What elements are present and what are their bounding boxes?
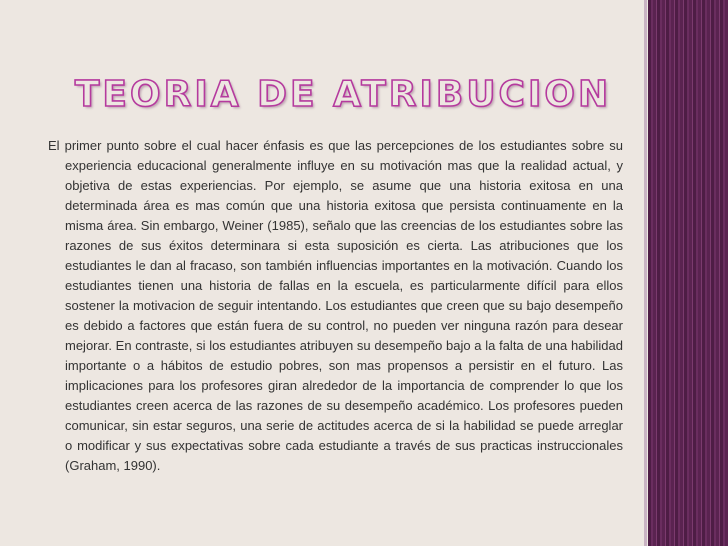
title-container	[0, 70, 648, 120]
slide-title: TEORIA DE ATRIBUCION	[74, 74, 612, 115]
side-decorative-band	[648, 0, 728, 546]
slide-body-text: El primer punto sobre el cual hacer énfasis es que las percepciones de los estudiantes sobre su experiencia educacional generalmente influye en su motivación mas que la realidad actual, y objetiva de estas experiencias. Por ejemplo, se asume que una historia exitosa en una determinada área es mas común que una historia exitosa que persista continuamente en la misma área. Sin embargo, Weiner (1985), señalo que las creencias de los estudiantes sobre las razones de sus éxitos determinara si esta suposición es cierta. Las atribuciones que los estudiantes le dan al fracaso, son también influencias importantes en la motivación. Cuando los estudiantes tienen una historia de fallas en la escuela, es particularmente difícil para ellos sostener la motivacion de seguir intentando. Los estudiantes que creen que su bajo desempeño es debido a factores que están fuera de su control, no pueden ver ninguna razón para desear mejorar. En contraste, si los estudiantes atribuyen su desempeño bajo a la falta de una habilidad importante o a hábitos de estudio pobres, son mas propensos a persistir en el futuro. Las implicaciones para los profesores giran alrededor de la importancia de comprender lo que los estudiantes creen acerca de las razones de su desempeño académico. Los profesores pueden comunicar, sin estar seguros, una serie de actitudes acerca de si la habilidad se puede arreglar o modificar y sus expectativas sobre cada estudiante a través de sus practicas instruccionales (Graham, 1990).	[48, 138, 623, 473]
